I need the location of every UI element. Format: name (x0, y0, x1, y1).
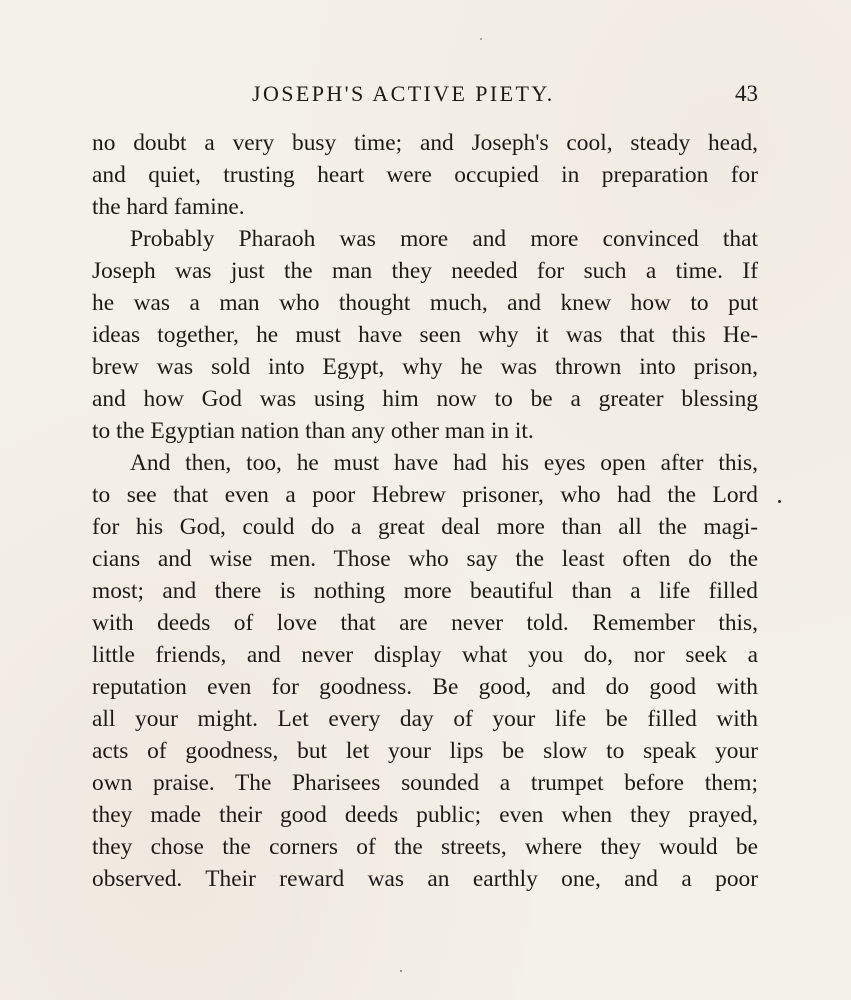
text-line: he was a man who thought much, and knew how to put (92, 290, 758, 316)
text-line: most; and there is nothing more beautiful than a life filled (92, 578, 758, 604)
page-number: 43 (735, 81, 758, 106)
text-line: the hard famine. (92, 194, 245, 220)
text-line: brew was sold into Egypt, why he was thrown into prison, (92, 354, 758, 380)
text-line: acts of goodness, but let your lips be slow to speak your (92, 738, 758, 764)
text-line: and quiet, trusting heart were occupied in preparation for (92, 162, 758, 188)
paper-speck (778, 500, 781, 503)
body-text (92, 127, 758, 895)
text-line: to the Egyptian nation than any other man in it. (92, 418, 534, 444)
paragraph-first-line: And then, too, he must have had his eyes open after this, (130, 450, 758, 476)
text-line: they made their good deeds public; even when they prayed, (92, 802, 758, 828)
text-line: ideas together, he must have seen why it was that this He- (92, 322, 758, 348)
text-line: cians and wise men. Those who say the least often do the (92, 546, 758, 572)
text-line: no doubt a very busy time; and Joseph's cool, steady head, (92, 130, 758, 156)
text-line: Joseph was just the man they needed for such a time. If (92, 258, 758, 284)
paragraph-first-line: Probably Pharaoh was more and more convinced that (130, 226, 758, 252)
text-line: observed. Their reward was an earthly one, and a poor (92, 866, 758, 892)
text-line: and how God was using him now to be a greater blessing (92, 386, 758, 412)
paper-speck (400, 970, 402, 972)
text-line: with deeds of love that are never told. Remember this, (92, 610, 758, 636)
page-header (92, 78, 758, 110)
text-line: reputation even for goodness. Be good, and do good with (92, 674, 758, 700)
paper-speck (480, 38, 482, 40)
text-line: to see that even a poor Hebrew prisoner, who had the Lord (92, 482, 758, 508)
text-line: little friends, and never display what you do, nor seek a (92, 642, 758, 668)
running-head: JOSEPH'S ACTIVE PIETY. (252, 81, 555, 106)
text-line: all your might. Let every day of your life be filled with (92, 706, 758, 732)
text-line: own praise. The Pharisees sounded a trumpet before them; (92, 770, 758, 796)
text-line: for his God, could do a great deal more than all the magi- (92, 514, 758, 540)
text-line: they chose the corners of the streets, where they would be (92, 834, 758, 860)
